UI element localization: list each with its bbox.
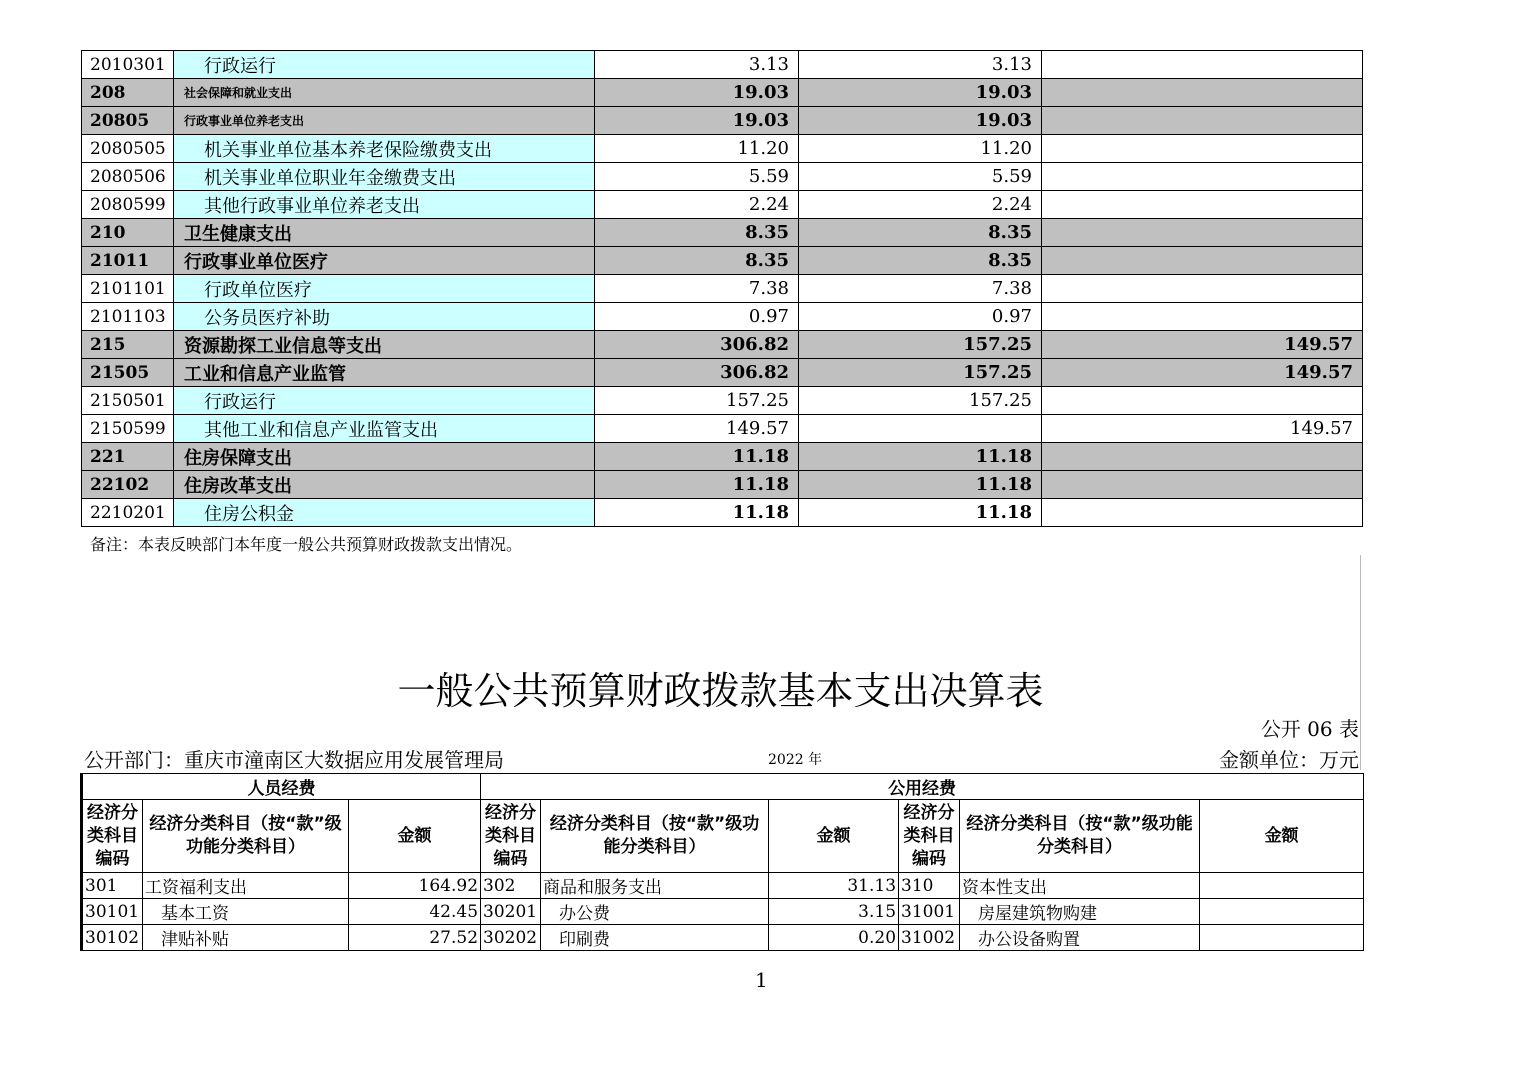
- row-name: 行政运行: [174, 51, 595, 79]
- table-row: [82, 359, 1363, 387]
- table-row: [82, 51, 1363, 79]
- row-code: 2080505: [82, 135, 174, 163]
- row-project: [1042, 107, 1363, 135]
- header-name-2: 经济分类科目（按“款”级功能分类科目）: [541, 800, 769, 873]
- econ-name-1: 工资福利支出: [143, 873, 349, 899]
- row-project: [1042, 135, 1363, 163]
- row-name: 资源勘探工业信息等支出: [174, 331, 595, 359]
- row-name: 行政单位医疗: [174, 275, 595, 303]
- row-code: 208: [82, 79, 174, 107]
- row-total: 11.18: [595, 443, 799, 471]
- year-label: 2022 年: [768, 752, 823, 768]
- row-basic: 11.18: [799, 443, 1042, 471]
- econ-name-2: 商品和服务支出: [541, 873, 769, 899]
- amount-2: 3.15: [769, 899, 899, 925]
- row-project: [1042, 303, 1363, 331]
- amount-1: 42.45: [349, 899, 481, 925]
- row-total: 11.18: [595, 471, 799, 499]
- econ-name-2: 办公费: [541, 899, 769, 925]
- row-total: 5.59: [595, 163, 799, 191]
- econ-code-2: 30202: [481, 925, 541, 951]
- row-total: 11.20: [595, 135, 799, 163]
- page-title: 一般公共预算财政拨款基本支出决算表: [397, 669, 1044, 713]
- table-row: [82, 107, 1363, 135]
- row-project: [1042, 219, 1363, 247]
- row-code: 221: [82, 443, 174, 471]
- row-code: 2010301: [82, 51, 174, 79]
- amount-1: 27.52: [349, 925, 481, 951]
- row-total: 7.38: [595, 275, 799, 303]
- row-project: 149.57: [1042, 359, 1363, 387]
- group-public: 公用经费: [481, 774, 1364, 800]
- table-row: [82, 247, 1363, 275]
- row-project: [1042, 275, 1363, 303]
- row-project: [1042, 247, 1363, 275]
- row-total: 306.82: [595, 331, 799, 359]
- row-total: 2.24: [595, 191, 799, 219]
- row-code: 21011: [82, 247, 174, 275]
- group-header-row: [82, 774, 1364, 800]
- row-basic: 11.20: [799, 135, 1042, 163]
- row-project: [1042, 163, 1363, 191]
- row-name: 行政事业单位医疗: [174, 247, 595, 275]
- econ-code-1: 30102: [82, 925, 143, 951]
- amount-3: [1200, 899, 1364, 925]
- row-basic: [799, 415, 1042, 443]
- row-basic: 7.38: [799, 275, 1042, 303]
- row-project: 149.57: [1042, 415, 1363, 443]
- row-code: 2101101: [82, 275, 174, 303]
- amount-3: [1200, 925, 1364, 951]
- row-basic: 3.13: [799, 51, 1042, 79]
- expenditure-table-body: [82, 51, 1363, 527]
- table-row: [82, 191, 1363, 219]
- row-total: 19.03: [595, 107, 799, 135]
- row-total: 157.25: [595, 387, 799, 415]
- row-project: [1042, 471, 1363, 499]
- econ-code-2: 302: [481, 873, 541, 899]
- department-label: 公开部门：重庆市潼南区大数据应用发展管理局: [84, 748, 504, 772]
- row-code: 2080506: [82, 163, 174, 191]
- econ-code-3: 31002: [899, 925, 960, 951]
- econ-code-3: 31001: [899, 899, 960, 925]
- row-name: 其他工业和信息产业监管支出: [174, 415, 595, 443]
- row-project: [1042, 79, 1363, 107]
- row-code: 215: [82, 331, 174, 359]
- econ-code-3: 310: [899, 873, 960, 899]
- row-total: 3.13: [595, 51, 799, 79]
- amount-2: 0.20: [769, 925, 899, 951]
- row-total: 11.18: [595, 499, 799, 527]
- header-amount-3: 金额: [1200, 800, 1364, 873]
- econ-name-2: 印刷费: [541, 925, 769, 951]
- row-basic: 5.59: [799, 163, 1042, 191]
- table-row: [82, 79, 1363, 107]
- row-total: 306.82: [595, 359, 799, 387]
- row-code: 20805: [82, 107, 174, 135]
- amount-3: [1200, 873, 1364, 899]
- row-name: 住房保障支出: [174, 443, 595, 471]
- unit-label: 金额单位：万元: [1219, 748, 1359, 772]
- table-row: [82, 303, 1363, 331]
- row-code: 2080599: [82, 191, 174, 219]
- row-code: 2150501: [82, 387, 174, 415]
- row-code: 21505: [82, 359, 174, 387]
- header-code-1: 经济分类科目编码: [82, 800, 143, 873]
- table-number: 公开 06 表: [1260, 717, 1359, 741]
- header-code-2: 经济分类科目编码: [481, 800, 541, 873]
- table-row: [82, 135, 1363, 163]
- row-project: [1042, 499, 1363, 527]
- row-code: 2101103: [82, 303, 174, 331]
- column-header-row: [82, 800, 1364, 873]
- row-name: 社会保障和就业支出: [174, 79, 595, 107]
- row-project: [1042, 51, 1363, 79]
- table-row: [82, 415, 1363, 443]
- row-name: 行政运行: [174, 387, 595, 415]
- row-name: 其他行政事业单位养老支出: [174, 191, 595, 219]
- row-name: 住房改革支出: [174, 471, 595, 499]
- row-code: 2210201: [82, 499, 174, 527]
- econ-name-1: 基本工资: [143, 899, 349, 925]
- table-row: [82, 219, 1363, 247]
- row-basic: 157.25: [799, 387, 1042, 415]
- table-row: [82, 471, 1363, 499]
- table-row: [82, 387, 1363, 415]
- row-name: 机关事业单位职业年金缴费支出: [174, 163, 595, 191]
- table-row: [82, 899, 1364, 925]
- group-personnel: 人员经费: [82, 774, 481, 800]
- econ-code-1: 30101: [82, 899, 143, 925]
- expenditure-table: [81, 50, 1363, 527]
- row-basic: 11.18: [799, 499, 1042, 527]
- row-project: [1042, 387, 1363, 415]
- amount-1: 164.92: [349, 873, 481, 899]
- row-total: 8.35: [595, 247, 799, 275]
- table-row: [82, 331, 1363, 359]
- row-basic: 157.25: [799, 359, 1042, 387]
- row-project: [1042, 191, 1363, 219]
- row-name: 机关事业单位基本养老保险缴费支出: [174, 135, 595, 163]
- row-total: 0.97: [595, 303, 799, 331]
- amount-2: 31.13: [769, 873, 899, 899]
- row-code: 210: [82, 219, 174, 247]
- table-row: [82, 163, 1363, 191]
- header-name-3: 经济分类科目（按“款”级功能分类科目）: [960, 800, 1200, 873]
- row-name: 行政事业单位养老支出: [174, 107, 595, 135]
- row-basic: 8.35: [799, 247, 1042, 275]
- econ-code-1: 301: [82, 873, 143, 899]
- row-code: 2150599: [82, 415, 174, 443]
- row-total: 8.35: [595, 219, 799, 247]
- header-name-1: 经济分类科目（按“款”级功能分类科目）: [143, 800, 349, 873]
- row-project: 149.57: [1042, 331, 1363, 359]
- row-basic: 19.03: [799, 107, 1042, 135]
- row-project: [1042, 443, 1363, 471]
- header-amount-1: 金额: [349, 800, 481, 873]
- row-total: 149.57: [595, 415, 799, 443]
- econ-name-3: 资本性支出: [960, 873, 1200, 899]
- row-basic: 8.35: [799, 219, 1042, 247]
- row-basic: 11.18: [799, 471, 1042, 499]
- table-row: [82, 443, 1363, 471]
- econ-name-1: 津贴补贴: [143, 925, 349, 951]
- row-basic: 0.97: [799, 303, 1042, 331]
- row-name: 卫生健康支出: [174, 219, 595, 247]
- basic-expenditure-table-body: [82, 774, 1364, 951]
- row-name: 住房公积金: [174, 499, 595, 527]
- table-note: 备注：本表反映部门本年度一般公共预算财政拨款支出情况。: [90, 535, 523, 554]
- row-total: 19.03: [595, 79, 799, 107]
- row-name: 公务员医疗补助: [174, 303, 595, 331]
- table-row: [82, 925, 1364, 951]
- row-basic: 157.25: [799, 331, 1042, 359]
- row-code: 22102: [82, 471, 174, 499]
- table-row: [82, 275, 1363, 303]
- econ-name-3: 办公设备购置: [960, 925, 1200, 951]
- row-basic: 19.03: [799, 79, 1042, 107]
- header-amount-2: 金额: [769, 800, 899, 873]
- table-row: [82, 499, 1363, 527]
- header-code-3: 经济分类科目编码: [899, 800, 960, 873]
- econ-code-2: 30201: [481, 899, 541, 925]
- econ-name-3: 房屋建筑物购建: [960, 899, 1200, 925]
- basic-expenditure-table: [80, 773, 1364, 951]
- page-number: 1: [755, 968, 768, 992]
- table-row: [82, 873, 1364, 899]
- row-basic: 2.24: [799, 191, 1042, 219]
- row-name: 工业和信息产业监管: [174, 359, 595, 387]
